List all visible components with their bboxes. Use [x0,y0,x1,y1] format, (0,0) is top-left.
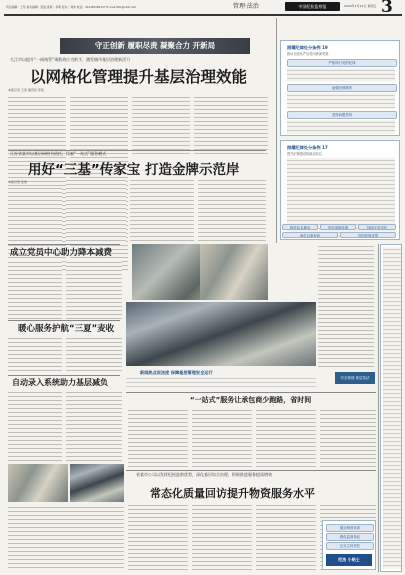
sidebar-pill: 推进标本兼治 [282,224,318,230]
second-body-col3 [130,178,194,242]
header-rule [4,14,402,16]
lead-byline: 本报记者 王某 通讯员 李某 [8,88,44,92]
bottom-body-col1 [128,408,188,468]
left-rule-2 [8,320,120,321]
sidebar-pill: 严格执行党的纪律 [287,59,397,67]
bottom2-body-col1 [128,503,188,571]
sidebar-box-3 [380,244,402,572]
sidebar-pill: 坚持问题导向 [287,111,397,119]
page-number: 3 [381,0,393,17]
left-body-1 [8,260,62,320]
sidebar-box1-lines [287,68,395,82]
bottom-rule [126,392,376,393]
left-body-3b [66,390,122,462]
sidebar-box1-sub: 推动全面从严治党向纵深发展 [287,52,329,56]
mid-right-body [318,244,374,368]
sidebar-lower [322,520,376,570]
sidebar-pill: 强化监督执纪 [326,533,374,541]
second-byline: 本报记者 张某 [8,180,27,184]
sidebar-pill: 巩固拓展成果 [340,232,396,238]
second-body-col1 [8,186,62,242]
left-rule-1 [8,244,120,245]
left-bottom-photo-2 [70,464,124,502]
sidebar-box1-lines-3 [287,120,395,134]
section-label: 管理·法治 [233,3,259,10]
left-title-3: 自动录入系统助力基层减负 [12,378,108,387]
photo-badge-text: 安全管理 基层执法 [340,376,370,380]
lead-body-col4 [194,95,268,155]
second-kicker: 江苏省某市以基层网格为依托，探索“一站式”服务模式 [10,151,107,156]
lead-title: 以网格化管理提升基层治理效能 [30,68,248,86]
bottom-note: 省某市公司以发挥纪检监察优势，深化基层综合治理，积极推进服务提质增效 [136,472,272,477]
left-title-1: 成立党员中心助力降本减费 [10,248,113,258]
bottom-title: 常态化质量回访提升物资服务水平 [150,487,315,500]
sidebar-footer-logo: 纪法 小贴士 [326,554,372,566]
center-photo-main [126,302,316,366]
left-body-3 [8,390,62,462]
left-bottom-photo [8,464,68,502]
sidebar-divider-2 [378,244,379,572]
sidebar-box2-sub: 提升纪律建设的政治站位 [287,152,323,156]
banner-text: 守正创新 履职尽责 凝聚合力 开新局 [94,41,216,50]
lead-kicker: 九江市以提升“一网统管”乘数效应为抓手，激发城市基层治理新活力 [10,57,131,62]
sidebar-box3-lines [383,247,401,569]
photo-caption-title: 新闻热点说法度 保障基层管理安全运行 [140,370,213,375]
photo-badge [335,372,375,384]
second-body-col2 [66,178,126,242]
sidebar-pill: 加强纪律教育 [287,84,397,92]
sidebar-box-1 [280,40,400,136]
left-rule-3 [8,375,120,376]
sidebar-pill: 压实主体责任 [326,542,374,550]
second-body-col4 [198,178,266,242]
left-body-2b [66,336,122,374]
bottom-body-col3 [256,408,316,468]
left-bottom-body [8,505,124,571]
bottom-body-col2 [192,408,252,468]
bottom2-body-col2 [192,503,252,571]
issue-date: 2024年1月12日 星期五 [344,4,377,8]
sidebar-pill: 深化以案促改 [282,232,338,238]
masthead-logo [285,2,340,11]
banner [60,38,250,54]
masthead-text: 中国纪检监察报 [298,4,327,9]
lead-body-col3 [132,95,190,155]
photo-caption-body [126,376,316,390]
sidebar-divider [276,18,277,243]
sidebar-pill: 持续正风肃纪 [358,224,396,230]
left-title-2: 暖心服务护航“三夏”麦收 [18,324,115,334]
sidebar-box1-lines-2 [287,93,395,109]
header-info: 责任编辑：王玲 美术编辑：张俊 排版：李明 校对：刘伟 电话：010-86390317 E-mail:flzb@163.com [6,5,137,9]
left-body-2 [8,336,62,374]
bottom2-body-col3 [256,503,316,571]
second-title: 用好“三基”传家宝 打造金牌示范岸 [28,162,240,178]
right-mid-photo [200,244,268,300]
bottom-kicker: “一站式”服务让承包商少跑路，省时间 [190,396,312,404]
bottom-body-col4 [320,408,376,468]
sidebar-box1-head: 照耀纪律处分条例 19 [287,45,328,50]
bottom-rule-2 [126,470,376,471]
sidebar-pill: 营造清朗环境 [320,224,356,230]
sidebar-box2-head: 照耀纪律处分条例 17 [287,145,328,150]
sidebar-pill: 健全制度体系 [326,524,374,532]
left-body-1b [66,260,122,320]
